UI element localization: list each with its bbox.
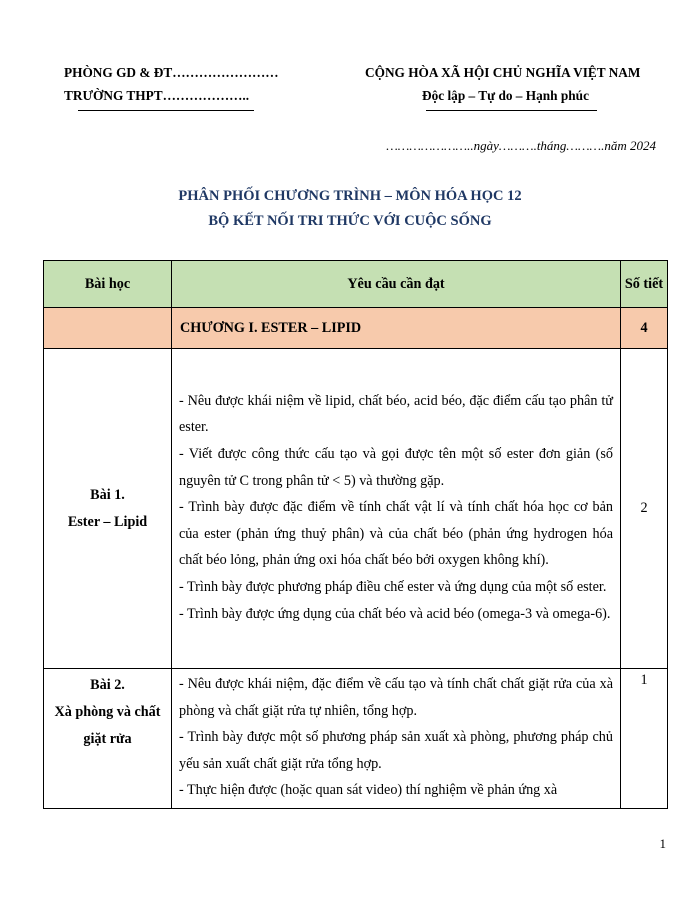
lesson-name: Xà phòng và chất <box>54 704 161 720</box>
page-number: 1 <box>659 836 666 851</box>
requirement-item: - Trình bày được ứng dụng của chất béo và acid béo (omega-3 và omega-6). <box>179 605 611 622</box>
header-requirements: Yêu cầu cần đạt <box>172 261 621 308</box>
department-label: PHÒNG GD & ĐT…………………… <box>64 65 279 80</box>
document-title: PHÂN PHỐI CHƯƠNG TRÌNH – MÔN HÓA HỌC 12 <box>178 188 522 204</box>
chapter-empty-cell <box>44 308 172 349</box>
chapter-row <box>44 308 668 349</box>
lesson-name-cont: giặt rửa <box>83 731 132 747</box>
header-lesson: Bài học <box>44 261 172 308</box>
periods-cell: 2 <box>621 349 668 669</box>
header-periods: Số tiết <box>621 261 668 308</box>
lesson-cell <box>44 349 172 669</box>
lesson-name: Ester – Lipid <box>67 513 148 530</box>
date-line: …………………..ngày……….tháng……….năm 2024 <box>386 138 656 153</box>
requirement-item: - Trình bày được phương pháp điều chế ester và ứng dụng của một số ester. <box>179 578 607 595</box>
requirement-item: - Thực hiện được (hoặc quan sát video) thí nghiệm về phản ứng xà <box>179 782 558 799</box>
chapter-title: CHƯƠNG I. ESTER – LIPID <box>172 308 621 349</box>
motto-label: Độc lập – Tự do – Hạnh phúc <box>422 88 589 103</box>
curriculum-table <box>43 260 668 809</box>
lesson-number: Bài 1. <box>90 486 125 503</box>
school-underline <box>78 110 254 111</box>
table-row <box>44 669 668 809</box>
periods-cell: 1 <box>621 669 668 809</box>
requirements-cell <box>172 349 621 669</box>
requirement-item: - Viết được công thức cấu tạo và gọi được tên một số ester đơn giản (số nguyên tử C trong phân tử < 5) và thường gặp. <box>179 446 613 489</box>
lesson-cell <box>44 669 172 809</box>
nation-label: CỘNG HÒA XÃ HỘI CHỦ NGHĨA VIỆT NAM <box>365 65 641 80</box>
chapter-periods: 4 <box>621 308 668 349</box>
lesson-number: Bài 2. <box>90 677 125 693</box>
document-subtitle: BỘ KẾT NỐI TRI THỨC VỚI CUỘC SỐNG <box>208 213 492 229</box>
requirement-item: - Trình bày được đặc điểm về tính chất vật lí và tính chất hóa học cơ bản của ester (phản ứng thuỷ phân) và của chất béo (phản ứng hydrogen hóa chất béo lỏng, phản ứng oxi hóa chất béo bởi oxygen không khí). <box>179 499 613 569</box>
table-header-row <box>44 261 668 308</box>
motto-underline <box>426 110 597 111</box>
requirement-item: - Nêu được khái niệm về lipid, chất béo, acid béo, đặc điểm cấu tạo phân tử ester. <box>179 392 613 436</box>
requirements-cell <box>172 669 621 809</box>
requirement-item: - Trình bày được một số phương pháp sản xuất xà phòng, phương pháp chủ yếu sản xuất chất giặt rửa tổng hợp. <box>179 729 613 772</box>
table-row <box>44 349 668 669</box>
school-label: TRƯỜNG THPT……………….. <box>64 88 250 103</box>
requirement-item: - Nêu được khái niệm, đặc điểm về cấu tạo và tính chất chất giặt rửa của xà phòng và chất giặt rửa tự nhiên, tổng hợp. <box>179 676 613 719</box>
